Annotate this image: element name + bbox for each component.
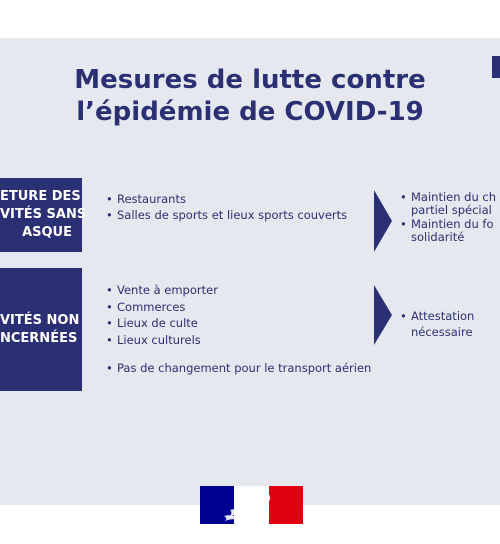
list-item-text: Maintien du ch — [411, 190, 497, 204]
list-item-text: Attestation — [411, 309, 475, 323]
list-item — [398, 191, 496, 217]
list-item: • Salles de sports et lieux sports couverts — [104, 207, 347, 223]
category-box-unaffected — [0, 268, 82, 391]
list-item — [398, 308, 474, 340]
category-line: VITÉS SANS — [0, 207, 87, 222]
title-line-2: l’épidémie de COVID-19 — [76, 97, 424, 127]
measures-list-closure — [104, 191, 347, 223]
list-item — [398, 218, 496, 244]
list-item: • Pas de changement pour le transport aérien — [104, 360, 371, 376]
marianne-icon — [218, 486, 284, 524]
list-item: • Commerces — [104, 299, 218, 315]
list-item: • Lieux de culte — [104, 315, 218, 331]
category-box-closure — [0, 178, 87, 252]
title-line-1: Mesures de lutte contre — [74, 65, 426, 95]
category-line: ETURE DES — [0, 189, 81, 204]
category-line: VITÉS NON — [0, 312, 80, 328]
list-item-text: nécessaire — [411, 325, 473, 339]
list-item: • Vente à emporter — [104, 282, 218, 298]
arrow-right-icon — [374, 190, 392, 252]
list-item: • Lieux culturels — [104, 332, 218, 348]
list-item: • Restaurants — [104, 191, 347, 207]
transport-note — [104, 360, 371, 376]
page-title — [0, 64, 500, 128]
arrow-right-icon — [374, 285, 392, 345]
list-item-text: partiel spécial — [411, 203, 492, 217]
list-item-text: Maintien du fo — [411, 217, 494, 231]
measures-list-unaffected — [104, 282, 218, 348]
list-item-text: solidarité — [411, 230, 465, 244]
outcome-list-unaffected — [398, 308, 474, 340]
outcome-list-closure — [398, 191, 496, 245]
category-line: ASQUE — [22, 225, 72, 240]
category-line: NCERNÉES — [0, 330, 78, 346]
